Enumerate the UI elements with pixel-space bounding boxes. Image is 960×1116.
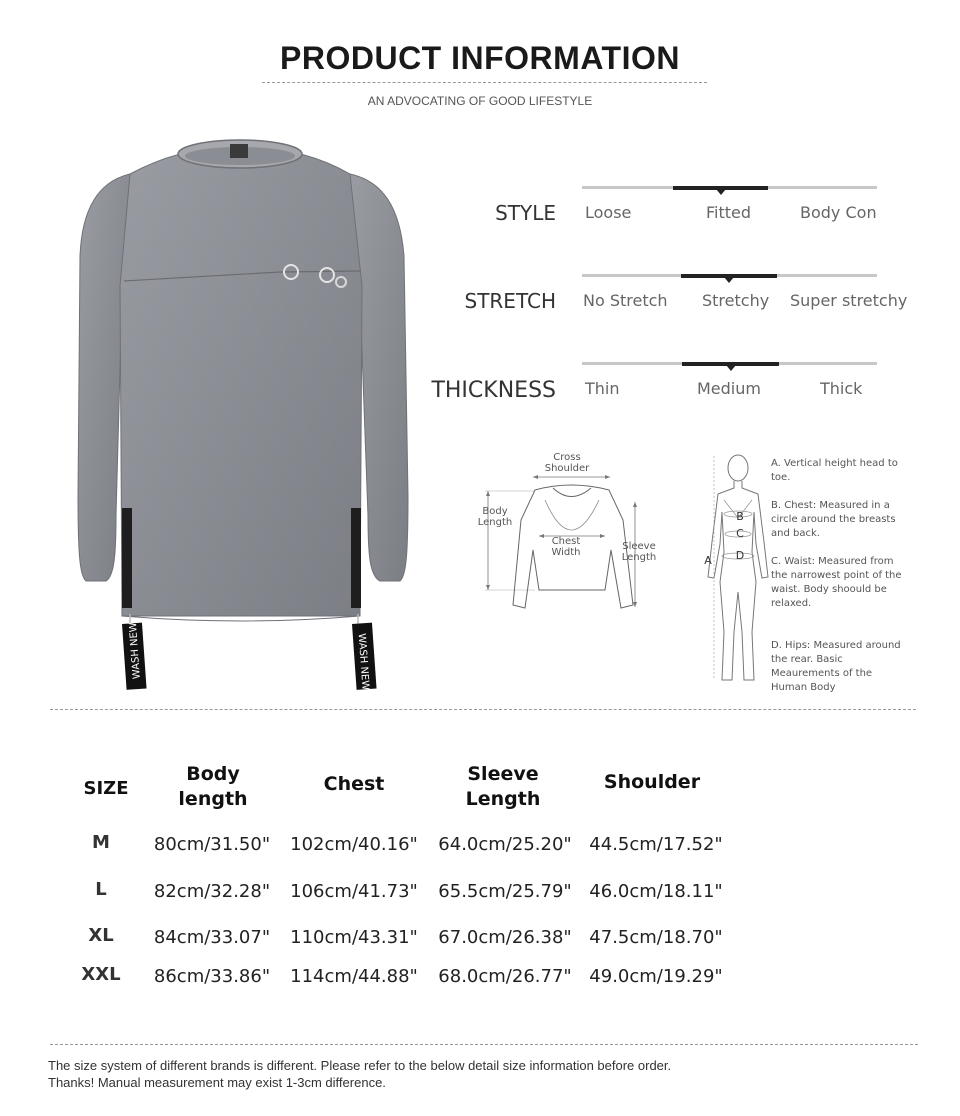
table-header: Sleeve Length [465, 763, 541, 810]
table-row-size: XXL [81, 964, 121, 985]
body-length-label: Body Length [477, 506, 513, 528]
table-cell: 46.0cm/18.11" [589, 881, 723, 902]
table-cell: 102cm/40.16" [290, 834, 418, 855]
table-cell: 114cm/44.88" [290, 966, 418, 987]
footer-divider [50, 1044, 918, 1045]
section-divider [50, 709, 916, 710]
scale-pointer [726, 365, 736, 371]
attribute-option: Body Con [800, 203, 877, 222]
body-marker-a: A [704, 554, 712, 567]
cross-shoulder-label: Cross Shoulder [544, 452, 590, 474]
svg-text:WASH NEW: WASH NEW [127, 621, 143, 680]
table-header: Chest [323, 773, 385, 795]
table-cell: 49.0cm/19.29" [589, 966, 723, 987]
body-measurement-diagram [698, 452, 778, 684]
product-image [70, 136, 415, 696]
table-header: SIZE [83, 778, 129, 799]
chest-width-label: Chest Width [551, 536, 581, 558]
attribute-option: Super stretchy [790, 291, 908, 310]
table-cell: 44.5cm/17.52" [589, 834, 723, 855]
attribute-option: No Stretch [583, 291, 668, 310]
body-marker-c: C [736, 527, 744, 540]
title-divider [262, 82, 707, 83]
body-note: B. Chest: Measured in a circle around the breasts and back. [771, 500, 896, 539]
table-cell: 67.0cm/26.38" [438, 927, 572, 948]
table-row-size: M [92, 832, 110, 853]
garment-measurement-diagram [475, 450, 670, 615]
table-header: Body length [178, 763, 248, 810]
body-note: A. Vertical height head to toe. [771, 458, 898, 483]
footer-note-2: Thanks! Manual measurement may exist 1-3cm difference. [48, 1075, 386, 1090]
table-cell: 68.0cm/26.77" [438, 966, 572, 987]
body-marker-b: B [736, 510, 744, 523]
attribute-option: Thick [820, 379, 863, 398]
attribute-label-thickness: THICKNESS [431, 378, 556, 403]
attribute-option: Loose [585, 203, 632, 222]
attribute-option: Medium [697, 379, 761, 398]
table-cell: 80cm/31.50" [153, 834, 271, 855]
attribute-option: Fitted [706, 203, 752, 222]
table-cell: 65.5cm/25.79" [438, 881, 572, 902]
table-cell: 84cm/33.07" [153, 927, 271, 948]
table-cell: 82cm/32.28" [153, 881, 271, 902]
table-cell: 86cm/33.86" [153, 966, 271, 987]
sleeve-length-label: Sleeve Length [621, 541, 657, 563]
body-marker-d: D [735, 549, 745, 562]
svg-text:WASH NEW: WASH NEW [355, 632, 371, 691]
table-row-size: XL [88, 925, 114, 946]
table-row-size: L [95, 879, 107, 900]
attribute-label-stretch: STRETCH [464, 289, 556, 313]
table-header: Shoulder [603, 771, 701, 793]
body-note: D. Hips: Measured around the rear. Basic Meaurements of the Human Body [771, 640, 901, 693]
attribute-label-style: STYLE [495, 201, 556, 225]
table-cell: 64.0cm/25.20" [438, 834, 572, 855]
attribute-option: Stretchy [702, 291, 770, 310]
scale-pointer [716, 189, 726, 195]
footer-note-1: The size system of different brands is different. Please refer to the below detail size information before order. [48, 1058, 672, 1073]
table-cell: 110cm/43.31" [290, 927, 418, 948]
scale-pointer [724, 277, 734, 283]
table-cell: 106cm/41.73" [290, 881, 418, 902]
body-note: C. Waist: Measured from the narrowest point of the waist. Body shoould be relaxed. [771, 556, 902, 609]
page-subtitle: AN ADVOCATING OF GOOD LIFESTYLE [367, 94, 593, 108]
attribute-option: Thin [585, 379, 620, 398]
table-cell: 47.5cm/18.70" [589, 927, 723, 948]
page-title: PRODUCT INFORMATION [280, 40, 680, 76]
